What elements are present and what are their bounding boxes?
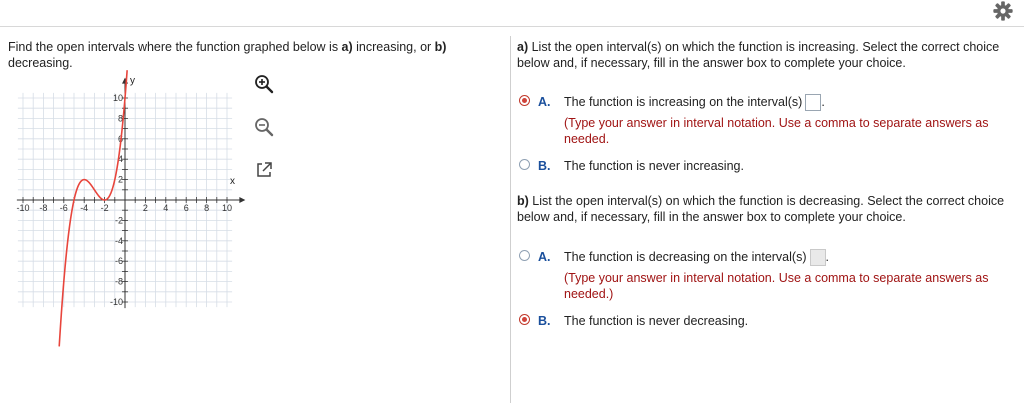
top-bar [0, 0, 1024, 27]
y-tick-label: 4 [117, 154, 123, 165]
x-tick-label: -4 [80, 203, 89, 213]
y-tick-label: 2 [117, 174, 123, 185]
graph-axes [17, 75, 245, 309]
choice-a-text: The function is increasing on the interval(s) [564, 95, 803, 109]
y-tick-label: 10 [112, 93, 123, 103]
choice-letter: A. [538, 250, 551, 264]
panel-divider [510, 36, 511, 403]
y-axis-label: y [130, 75, 135, 87]
part-b-prompt: b) List the open interval(s) on which the function is decreasing. Select the correct choice below and, if necessary, fill in the answer box to complete your choice. [517, 194, 1005, 224]
choice-letter: A. [538, 95, 551, 109]
answer-box-decreasing[interactable] [810, 249, 826, 266]
zoom-out-icon[interactable] [253, 116, 275, 138]
y-tick-label: 6 [117, 133, 123, 144]
radio-part-b-choice-a[interactable] [519, 250, 530, 261]
choice-letter: B. [538, 159, 551, 173]
y-tick-label: -10 [109, 297, 123, 307]
y-tick-label: -2 [114, 215, 123, 226]
external-link-icon[interactable] [253, 159, 275, 181]
y-tick-label: -6 [114, 256, 123, 267]
part-a-prompt: a) List the open interval(s) on which the function is increasing. Select the correct choice below and, if necessary, fill in the answer box to complete your choice. [517, 40, 1000, 70]
y-tick-label: 8 [117, 113, 123, 124]
question-text: Find the open intervals where the function graphed below is a) increasing, or b) decreasing. [8, 40, 447, 70]
x-tick-label: -6 [59, 203, 68, 213]
answer-hint: (Type your answer in interval notation. Use a comma to separate answers as needed.) [564, 271, 989, 302]
zoom-in-icon[interactable] [253, 73, 275, 95]
x-tick-label: -10 [16, 203, 30, 213]
x-tick-label: 4 [163, 203, 169, 213]
gear-icon[interactable] [992, 0, 1014, 22]
radio-part-b-choice-b[interactable] [519, 314, 530, 325]
choice-b-text: The function is never decreasing. [564, 314, 749, 328]
y-tick-label: -8 [114, 276, 123, 287]
answer-hint: (Type your answer in interval notation. Use a comma to separate answers as needed. [564, 116, 989, 147]
graph-tools [253, 73, 277, 202]
choice-letter: B. [538, 314, 551, 328]
answer-box-increasing[interactable] [805, 94, 821, 111]
x-tick-label: 2 [142, 203, 148, 213]
function-graph [10, 74, 250, 307]
choice-b-text: The function is never increasing. [564, 159, 744, 173]
radio-part-a-choice-b[interactable] [519, 159, 530, 170]
x-axis-label: x [230, 176, 236, 187]
y-tick-label: -4 [114, 235, 123, 246]
x-tick-label: 8 [204, 203, 210, 213]
x-tick-label: 10 [221, 203, 233, 213]
choice-a-text: The function is decreasing on the interval(s) [564, 250, 807, 264]
x-tick-label: -8 [39, 203, 48, 213]
x-tick-label: 6 [183, 203, 189, 213]
x-tick-label: -2 [100, 203, 109, 213]
radio-part-a-choice-a[interactable] [519, 95, 530, 106]
